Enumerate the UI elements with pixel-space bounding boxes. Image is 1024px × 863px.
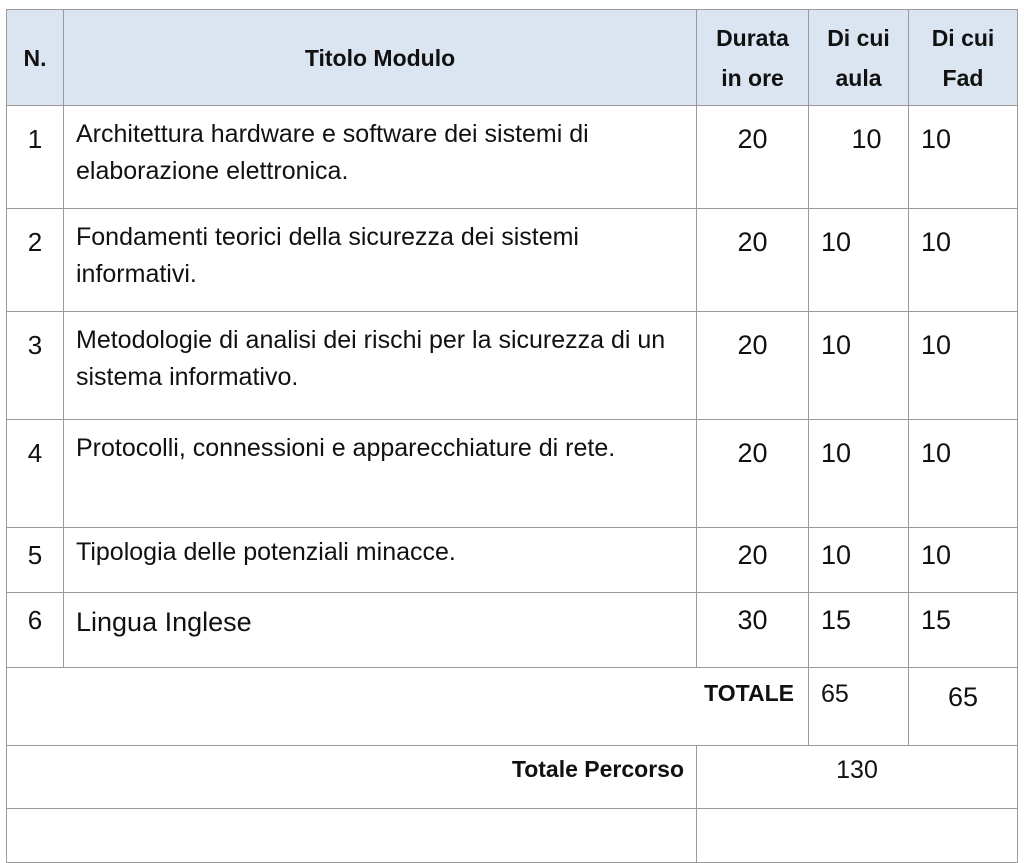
totale-label: TOTALE: [7, 668, 809, 746]
aula-cell: 10: [809, 420, 909, 528]
empty-cell: [697, 809, 1018, 863]
fad-cell: 10: [909, 106, 1018, 209]
table-row: [7, 106, 1018, 209]
aula-cell: 10: [809, 312, 909, 420]
table-row: [7, 528, 1018, 593]
empty-cell: [7, 809, 697, 863]
header-title: Titolo Modulo: [64, 10, 697, 106]
module-title: Architettura hardware e software dei sistemi di elaborazione elettronica.: [64, 106, 697, 209]
module-title: Protocolli, connessioni e apparecchiature di rete.: [64, 420, 697, 528]
durata-cell: 20: [697, 312, 809, 420]
module-title: Tipologia delle potenziali minacce.: [64, 528, 697, 593]
modules-table: [6, 9, 1018, 863]
empty-row: [7, 809, 1018, 863]
row-number: 3: [7, 312, 64, 420]
totale-aula: 65: [809, 668, 909, 746]
fad-cell: 10: [909, 312, 1018, 420]
aula-cell: 10: [809, 528, 909, 593]
aula-cell: 15: [809, 593, 909, 668]
fad-cell: 10: [909, 209, 1018, 312]
table-row: [7, 420, 1018, 528]
aula-cell: 10: [809, 106, 909, 209]
fad-cell: 15: [909, 593, 1018, 668]
module-title: Fondamenti teorici della sicurezza dei sistemi informativi.: [64, 209, 697, 312]
header-num: N.: [7, 10, 64, 106]
totale-row: [7, 668, 1018, 746]
durata-cell: 20: [697, 528, 809, 593]
totale-percorso-row: [7, 746, 1018, 809]
module-title: Metodologie di analisi dei rischi per la sicurezza di un sistema informativo.: [64, 312, 697, 420]
header-durata: Durata in ore: [697, 10, 809, 106]
table-row: [7, 312, 1018, 420]
totale-percorso-label: Totale Percorso: [7, 746, 697, 809]
durata-cell: 20: [697, 209, 809, 312]
row-number: 2: [7, 209, 64, 312]
fad-cell: 10: [909, 528, 1018, 593]
module-title: Lingua Inglese: [64, 593, 697, 668]
aula-cell: 10: [809, 209, 909, 312]
header-aula: Di cui aula: [809, 10, 909, 106]
durata-cell: 20: [697, 420, 809, 528]
table-row: [7, 593, 1018, 668]
row-number: 5: [7, 528, 64, 593]
header-fad: Di cui Fad: [909, 10, 1018, 106]
totale-fad: 65: [909, 668, 1018, 746]
durata-cell: 20: [697, 106, 809, 209]
row-number: 1: [7, 106, 64, 209]
durata-cell: 30: [697, 593, 809, 668]
table-row: [7, 209, 1018, 312]
totale-percorso-value: 130: [697, 746, 1018, 809]
fad-cell: 10: [909, 420, 1018, 528]
row-number: 4: [7, 420, 64, 528]
header-row: [7, 10, 1018, 106]
row-number: 6: [7, 593, 64, 668]
